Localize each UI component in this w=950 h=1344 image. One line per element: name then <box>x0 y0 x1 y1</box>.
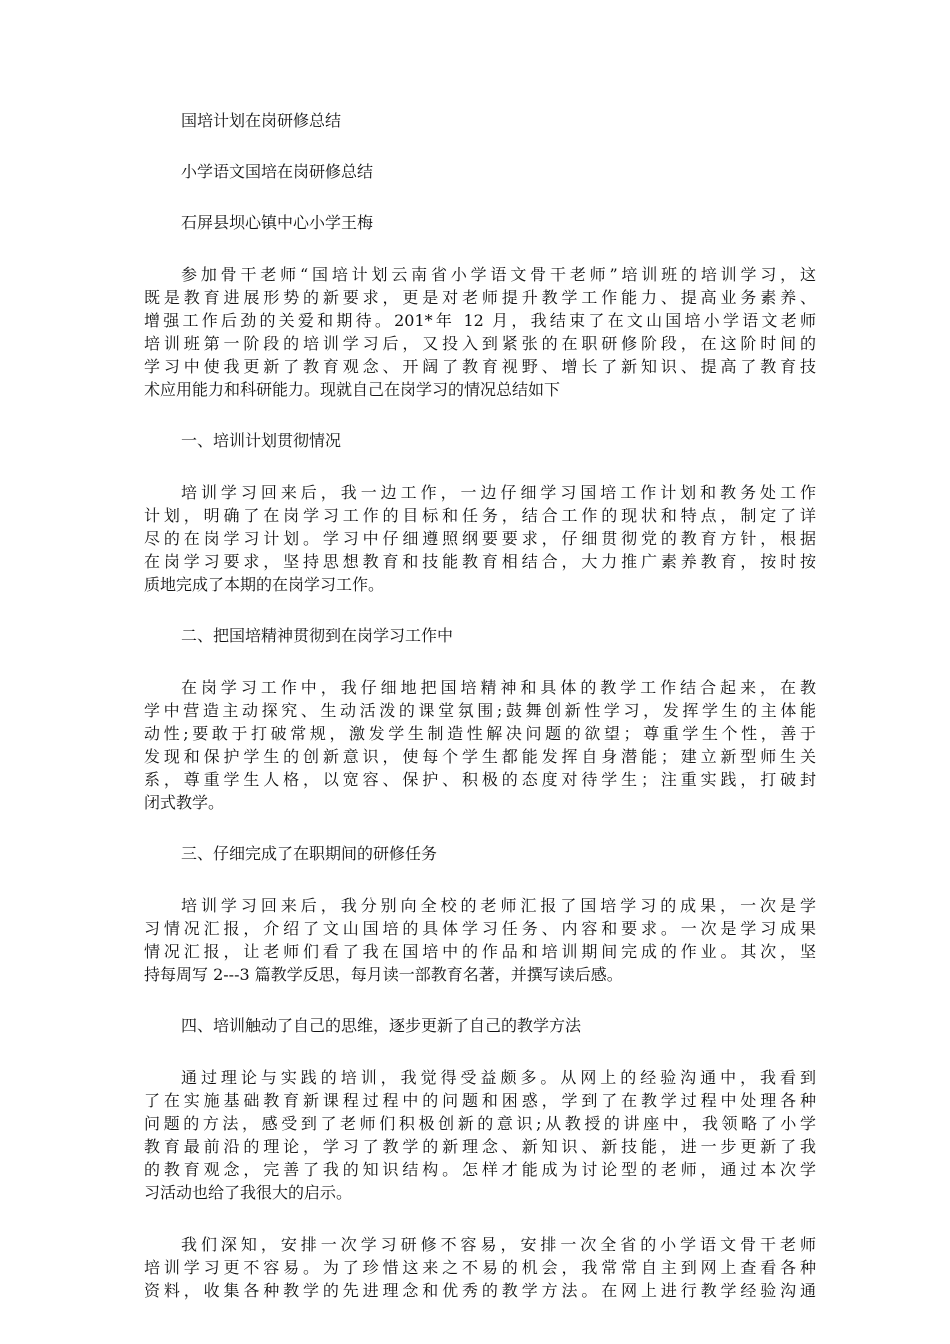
section-1-paragraph <box>144 481 816 596</box>
paragraph-line: 习活动也给了我很大的启示。 <box>144 1183 353 1202</box>
paragraph-line: 发现和保护学生的创新意识，使每个学生都能发挥自身潜能；建立新型师生关 <box>144 747 816 766</box>
document-title: 国培计划在岗研修总结 <box>181 111 342 130</box>
paragraph-line: 培训班第一阶段的培训学习后，又投入到紧张的在职研修阶段，在这阶时间的 <box>144 334 816 353</box>
paragraph-line: 持每周写 2---3 篇教学反思，每月读一部教育名著，并撰写读后感。 <box>144 965 623 984</box>
paragraph-line: 质地完成了本期的在岗学习工作。 <box>144 575 385 594</box>
paragraph-line: 既是教育进展形势的新要求，更是对老师提升教学工作能力、提高业务素养、 <box>144 288 816 307</box>
paragraph-line: 学中营造主动探究、生动活泼的课堂氛围;鼓舞创新性学习，发挥学生的主体能 <box>144 701 816 720</box>
paragraph-line: 培训学习回来后，我分别向全校的老师汇报了国培学习的成果，一次是学 <box>181 896 816 915</box>
section-heading-2: 二、把国培精神贯彻到在岗学习工作中 <box>181 626 454 645</box>
paragraph-line: 计划，明确了在岗学习工作的目标和任务，结合工作的现状和特点，制定了详 <box>144 506 816 525</box>
paragraph-line: 资料，收集各种教学的先进理念和优秀的教学方法。在网上进行教学经验沟通 <box>144 1281 816 1300</box>
paragraph-line: 在岗学习要求，坚持思想教育和技能教育相结合，大力推广素养教育，按时按 <box>144 552 816 571</box>
paragraph-line: 问题的方法，感受到了老师们积极创新的意识;从教授的讲座中，我领略了小学 <box>144 1114 816 1133</box>
paragraph-line: 参加骨干老师“国培计划云南省小学语文骨干老师”培训班的培训学习，这 <box>181 265 816 284</box>
paragraph-line: 培训学习回来后，我一边工作，一边仔细学习国培工作计划和教务处工作 <box>181 483 816 502</box>
paragraph-line: 我们深知，安排一次学习研修不容易，安排一次全省的小学语文骨干老师 <box>181 1235 816 1254</box>
paragraph-line: 术应用能力和科研能力。现就自己在岗学习的情况总结如下 <box>144 380 561 399</box>
paragraph-line: 尽的在岗学习计划。学习中仔细遵照纲要要求，仔细贯彻党的教育方针，根据 <box>144 529 816 548</box>
paragraph-line: 学习中使我更新了教育观念、开阔了教育视野、增长了新知识、提高了教育技 <box>144 357 816 376</box>
paragraph-line: 教育最前沿的理论，学习了教学的新理念、新知识、新技能，进一步更新了我 <box>144 1137 816 1156</box>
section-4-paragraph <box>144 1066 816 1204</box>
paragraph-line: 情况汇报，让老师们看了我在国培中的作品和培训期间完成的作业。其次，坚 <box>144 942 816 961</box>
paragraph-line: 系，尊重学生人格，以宽容、保护、积极的态度对待学生；注重实践，打破封 <box>144 770 816 789</box>
paragraph-line: 习情况汇报，介绍了文山国培的具体学习任务、内容和要求。一次是学习成果 <box>144 919 816 938</box>
paragraph-line: 了在实施基础教育新课程过程中的问题和困惑，学到了在教学过程中处理各种 <box>144 1091 816 1110</box>
section-heading-3: 三、仔细完成了在职期间的研修任务 <box>181 844 438 863</box>
section-heading-4: 四、培训触动了自己的思维，逐步更新了自己的教学方法 <box>181 1016 582 1035</box>
paragraph-line: 闭式教学。 <box>144 793 225 812</box>
section-2-paragraph <box>144 676 816 814</box>
paragraph-line: 在岗学习工作中，我仔细地把国培精神和具体的教学工作结合起来，在教 <box>181 678 816 697</box>
paragraph-line: 的教育观念，完善了我的知识结构。怎样才能成为讨论型的老师，通过本次学 <box>144 1160 816 1179</box>
paragraph-line: 培训学习更不容易。为了珍惜这来之不易的机会，我常常自主到网上查看各种 <box>144 1258 816 1277</box>
closing-paragraph <box>144 1233 816 1302</box>
paragraph-line: 动性;要敢于打破常规，激发学生制造性解决问题的欲望；尊重学生个性，善于 <box>144 724 816 743</box>
author-line: 石屏县坝心镇中心小学王梅 <box>181 213 374 232</box>
section-3-paragraph <box>144 894 816 986</box>
section-heading-1: 一、培训计划贯彻情况 <box>181 431 342 450</box>
paragraph-line: 增强工作后劲的关爱和期待。201*年 12 月，我结束了在文山国培小学语文老师 <box>144 311 816 330</box>
document-subtitle: 小学语文国培在岗研修总结 <box>181 162 374 181</box>
paragraph-line: 通过理论与实践的培训，我觉得受益颇多。从网上的经验沟通中，我看到 <box>181 1068 816 1087</box>
intro-paragraph <box>144 263 816 401</box>
document-page <box>144 110 816 1331</box>
